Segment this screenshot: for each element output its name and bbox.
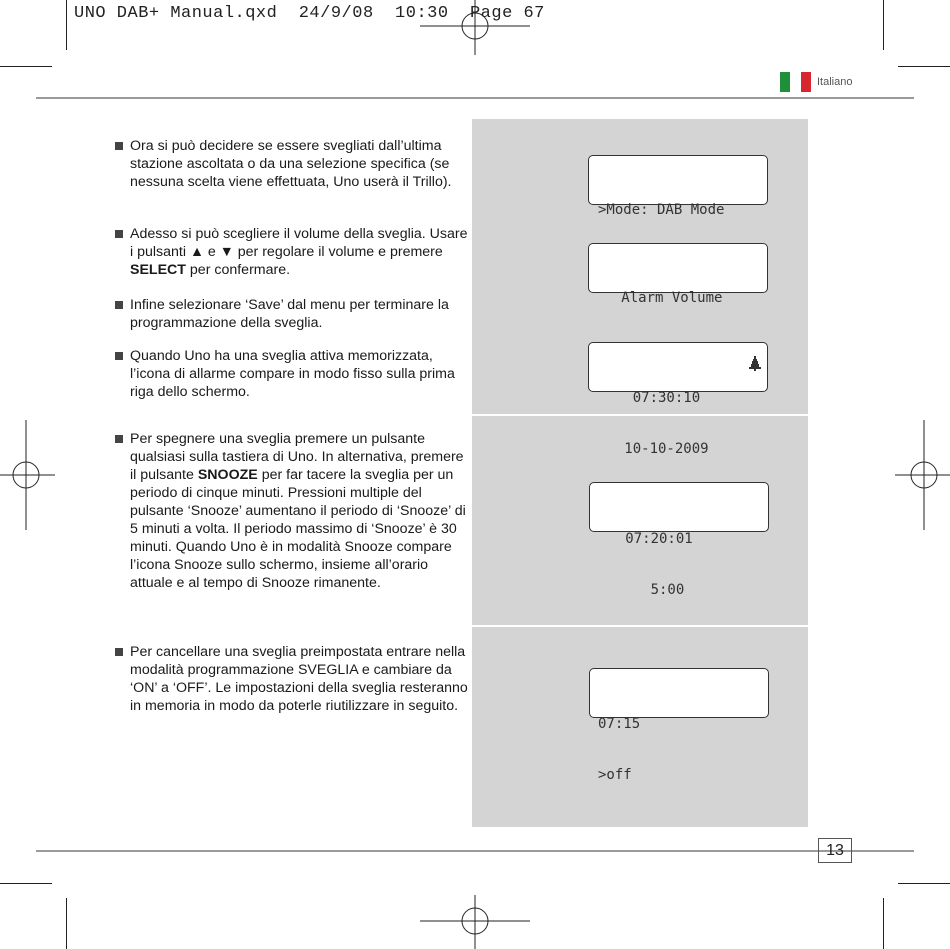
lcd-alarm-set-display: [588, 342, 768, 457]
lcd-line-1: 07:20:01: [600, 531, 693, 547]
paragraph-text: per regolare il volume e premere: [233, 244, 443, 260]
registration-mark-right: [895, 420, 950, 530]
bullet-icon: [115, 435, 123, 443]
snooze-keyword: SNOOZE: [197, 467, 258, 483]
lcd-off-display: [589, 668, 769, 783]
flag-band-green: [780, 72, 790, 92]
slug-line: UNO DAB+ Manual.qxd 24/9/08 10:30 Page 67: [74, 4, 545, 23]
lcd-line-2: >off: [598, 767, 632, 783]
paragraph-text: e: [203, 244, 220, 260]
bullet-icon: [115, 230, 123, 238]
lcd-volume-display: [588, 243, 768, 306]
paragraph-text: per confermare.: [185, 262, 291, 278]
lcd-line-2: 5:00: [600, 582, 685, 598]
paragraph-text: Infine selezionare ‘Save’ dal menu per terminare la programmazione della sveglia.: [130, 297, 449, 331]
paragraph-alarm-volume: [130, 225, 470, 279]
paragraph-text: Ora si può decidere se essere svegliati dall’ultima stazione ascoltata o da una selezione specifica (se nessuna scelta viene effettuata, Uno userà il Trillo).: [130, 138, 452, 190]
lcd-line-1: 07:15: [598, 716, 641, 732]
lcd-line-1: 07:30:10: [599, 390, 701, 406]
flag-band-red: [801, 72, 811, 92]
paragraph-text: Adesso si può scegliere il volume della sveglia. Usare i pulsanti: [130, 226, 468, 260]
alarm-bell-icon: [748, 356, 762, 372]
lcd-line-1: >Mode: DAB Mode: [598, 202, 725, 218]
paragraph-text: Per cancellare una sveglia preimpostata entrare nella modalità programmazione SVEGLIA e cambiare da ‘ON’ a ‘OFF’. Le impostazioni della sveglia resteranno in memoria in modo da poterle riutilizzare in seguito.: [130, 644, 468, 714]
paragraph-text: Per spegnere una sveglia premere un pulsante qualsiasi sulla tastiera di Uno. In alternativa, premere il pulsante: [130, 431, 464, 483]
bullet-icon: [115, 142, 123, 150]
registration-mark-bottom: [420, 895, 530, 949]
up-arrow-icon: ▲: [189, 244, 204, 260]
language-header: [780, 72, 852, 92]
footer-rule: [36, 850, 914, 852]
bullet-icon: [115, 648, 123, 656]
lcd-snooze-display: [589, 482, 769, 598]
registration-mark-left: [0, 420, 55, 530]
bullet-icon: [115, 352, 123, 360]
down-arrow-icon: ▼: [219, 244, 234, 260]
paragraph-save: [130, 296, 470, 332]
paragraph-text: per far tacere la sveglia per un periodo di cinque minuti. Pressioni multiple del pulsante ‘Snooze’ aumentano il periodo di ‘Snooze’ di 5 minuti a volta. Il periodo massimo di ‘Snooze’ è 30 minuti. Quando Uno è in modalità Snooze compare l’icona Snooze sullo schermo, insieme all’orario attuale e al tempo di Snooze rimanente.: [130, 467, 466, 591]
lcd-mode-display: [588, 155, 768, 218]
registration-mark-top: [420, 0, 530, 55]
paragraph-wake-source: [130, 137, 470, 191]
flag-band-white: [790, 72, 800, 92]
paragraph-text: Quando Uno ha una sveglia attiva memorizzata, l’icona di allarme compare in modo fisso sulla prima riga dello schermo.: [130, 348, 455, 400]
page-number: 13: [818, 838, 852, 863]
paragraph-alarm-icon: [130, 347, 470, 401]
italian-flag-icon: [780, 72, 811, 92]
select-keyword: SELECT: [130, 262, 186, 278]
paragraph-snooze: [130, 430, 470, 592]
language-label: Italiano: [817, 76, 853, 88]
lcd-line-2: 10-10-2009: [599, 441, 709, 457]
bullet-icon: [115, 301, 123, 309]
header-rule: [36, 97, 914, 99]
lcd-line-1: Alarm Volume: [596, 290, 723, 306]
paragraph-cancel-alarm: [130, 643, 470, 715]
